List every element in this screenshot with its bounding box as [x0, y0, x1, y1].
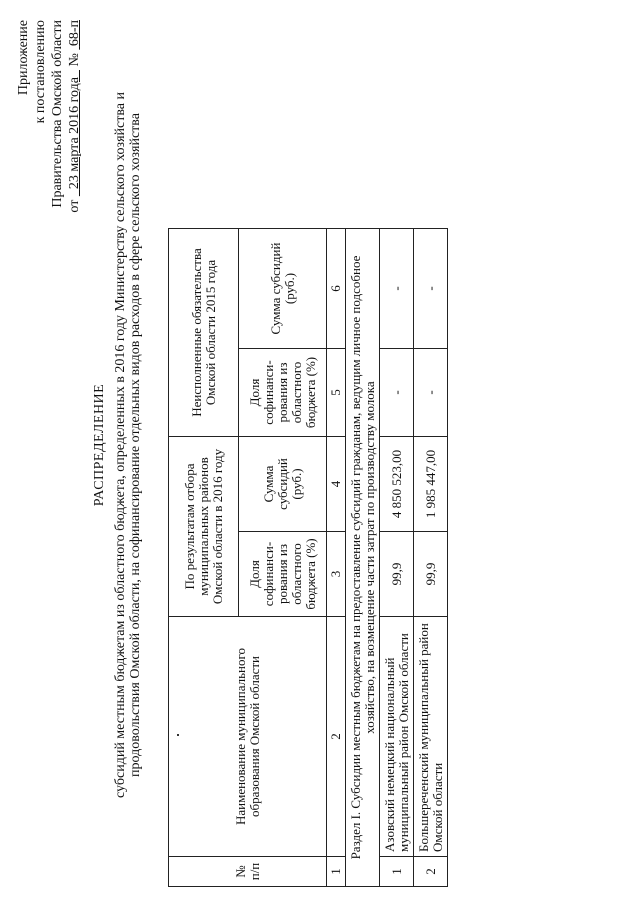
- header-share-2016: Доля софинанси-рования из областного бюджета (%): [239, 532, 327, 617]
- col-number-3: 3: [327, 532, 346, 617]
- table-row: [380, 229, 414, 887]
- header-sum-2016: Сумма субсидий (руб.): [239, 437, 327, 532]
- col-number-2: 2: [327, 617, 346, 857]
- col-number-5: 5: [327, 349, 346, 437]
- header-group-2015: Неисполненные обязательства Омской области 2015 года: [169, 229, 239, 437]
- appendix-from: от: [67, 199, 82, 213]
- appendix-line: Приложение: [16, 20, 31, 96]
- row-sum-2015: -: [380, 229, 414, 349]
- row-sum: 4 850 523,00: [380, 437, 414, 532]
- appendix-block: [15, 20, 83, 340]
- title-line: продовольствия Омской области, на софинансирование отдельных видов расходов в сфере сельского хозяйства: [128, 113, 143, 777]
- appendix-number-label: №: [67, 53, 82, 67]
- row-share-2015: -: [380, 349, 414, 437]
- row-name: Азовский немецкий национальный муниципальный район Омской области: [380, 617, 414, 857]
- header-num: № п/п: [169, 857, 327, 887]
- document-title: [92, 25, 143, 865]
- row-num: 1: [380, 857, 414, 887]
- appendix-date-line: [66, 20, 83, 340]
- col-number-1: 1: [327, 857, 346, 887]
- title-line: субсидий местным бюджетам из областного бюджета, определенных в 2016 году Министерству сельского хозяйства и: [113, 92, 128, 798]
- col-number-4: 4: [327, 437, 346, 532]
- row-sum-2015: -: [414, 229, 448, 349]
- subsidy-table: [168, 228, 448, 887]
- appendix-date: 23 марта 2016 года: [67, 77, 82, 190]
- table-row: [414, 229, 448, 887]
- appendix-number: 68-п: [67, 20, 82, 47]
- row-name: Большереченский муниципальный район Омской области: [414, 617, 448, 857]
- section-heading: Раздел I. Субсидии местным бюджетам на предоставление субсидий гражданам, ведущим личное подсобное хозяйство, на возмещение части затрат по производству молока: [346, 229, 380, 887]
- row-share: 99,9: [380, 532, 414, 617]
- header-sum-2015: Сумма субсидий (руб.): [239, 229, 327, 349]
- title-heading: РАСПРЕДЕЛЕНИЕ: [92, 383, 107, 507]
- header-share-2015: Доля софинанси-рования из областного бюджета (%): [239, 349, 327, 437]
- appendix-line: Правительства Омской области: [50, 20, 65, 208]
- col-number-6: 6: [327, 229, 346, 349]
- row-num: 2: [414, 857, 448, 887]
- row-share-2015: -: [414, 349, 448, 437]
- header-group-2016: По результатам отбора муниципальных районов Омской области в 2016 году: [169, 437, 239, 617]
- header-name: Наименование муниципального образования Омской области: [169, 617, 327, 857]
- row-sum: 1 985 447,00: [414, 437, 448, 532]
- appendix-line: к постановлению: [33, 20, 48, 124]
- row-share: 99,9: [414, 532, 448, 617]
